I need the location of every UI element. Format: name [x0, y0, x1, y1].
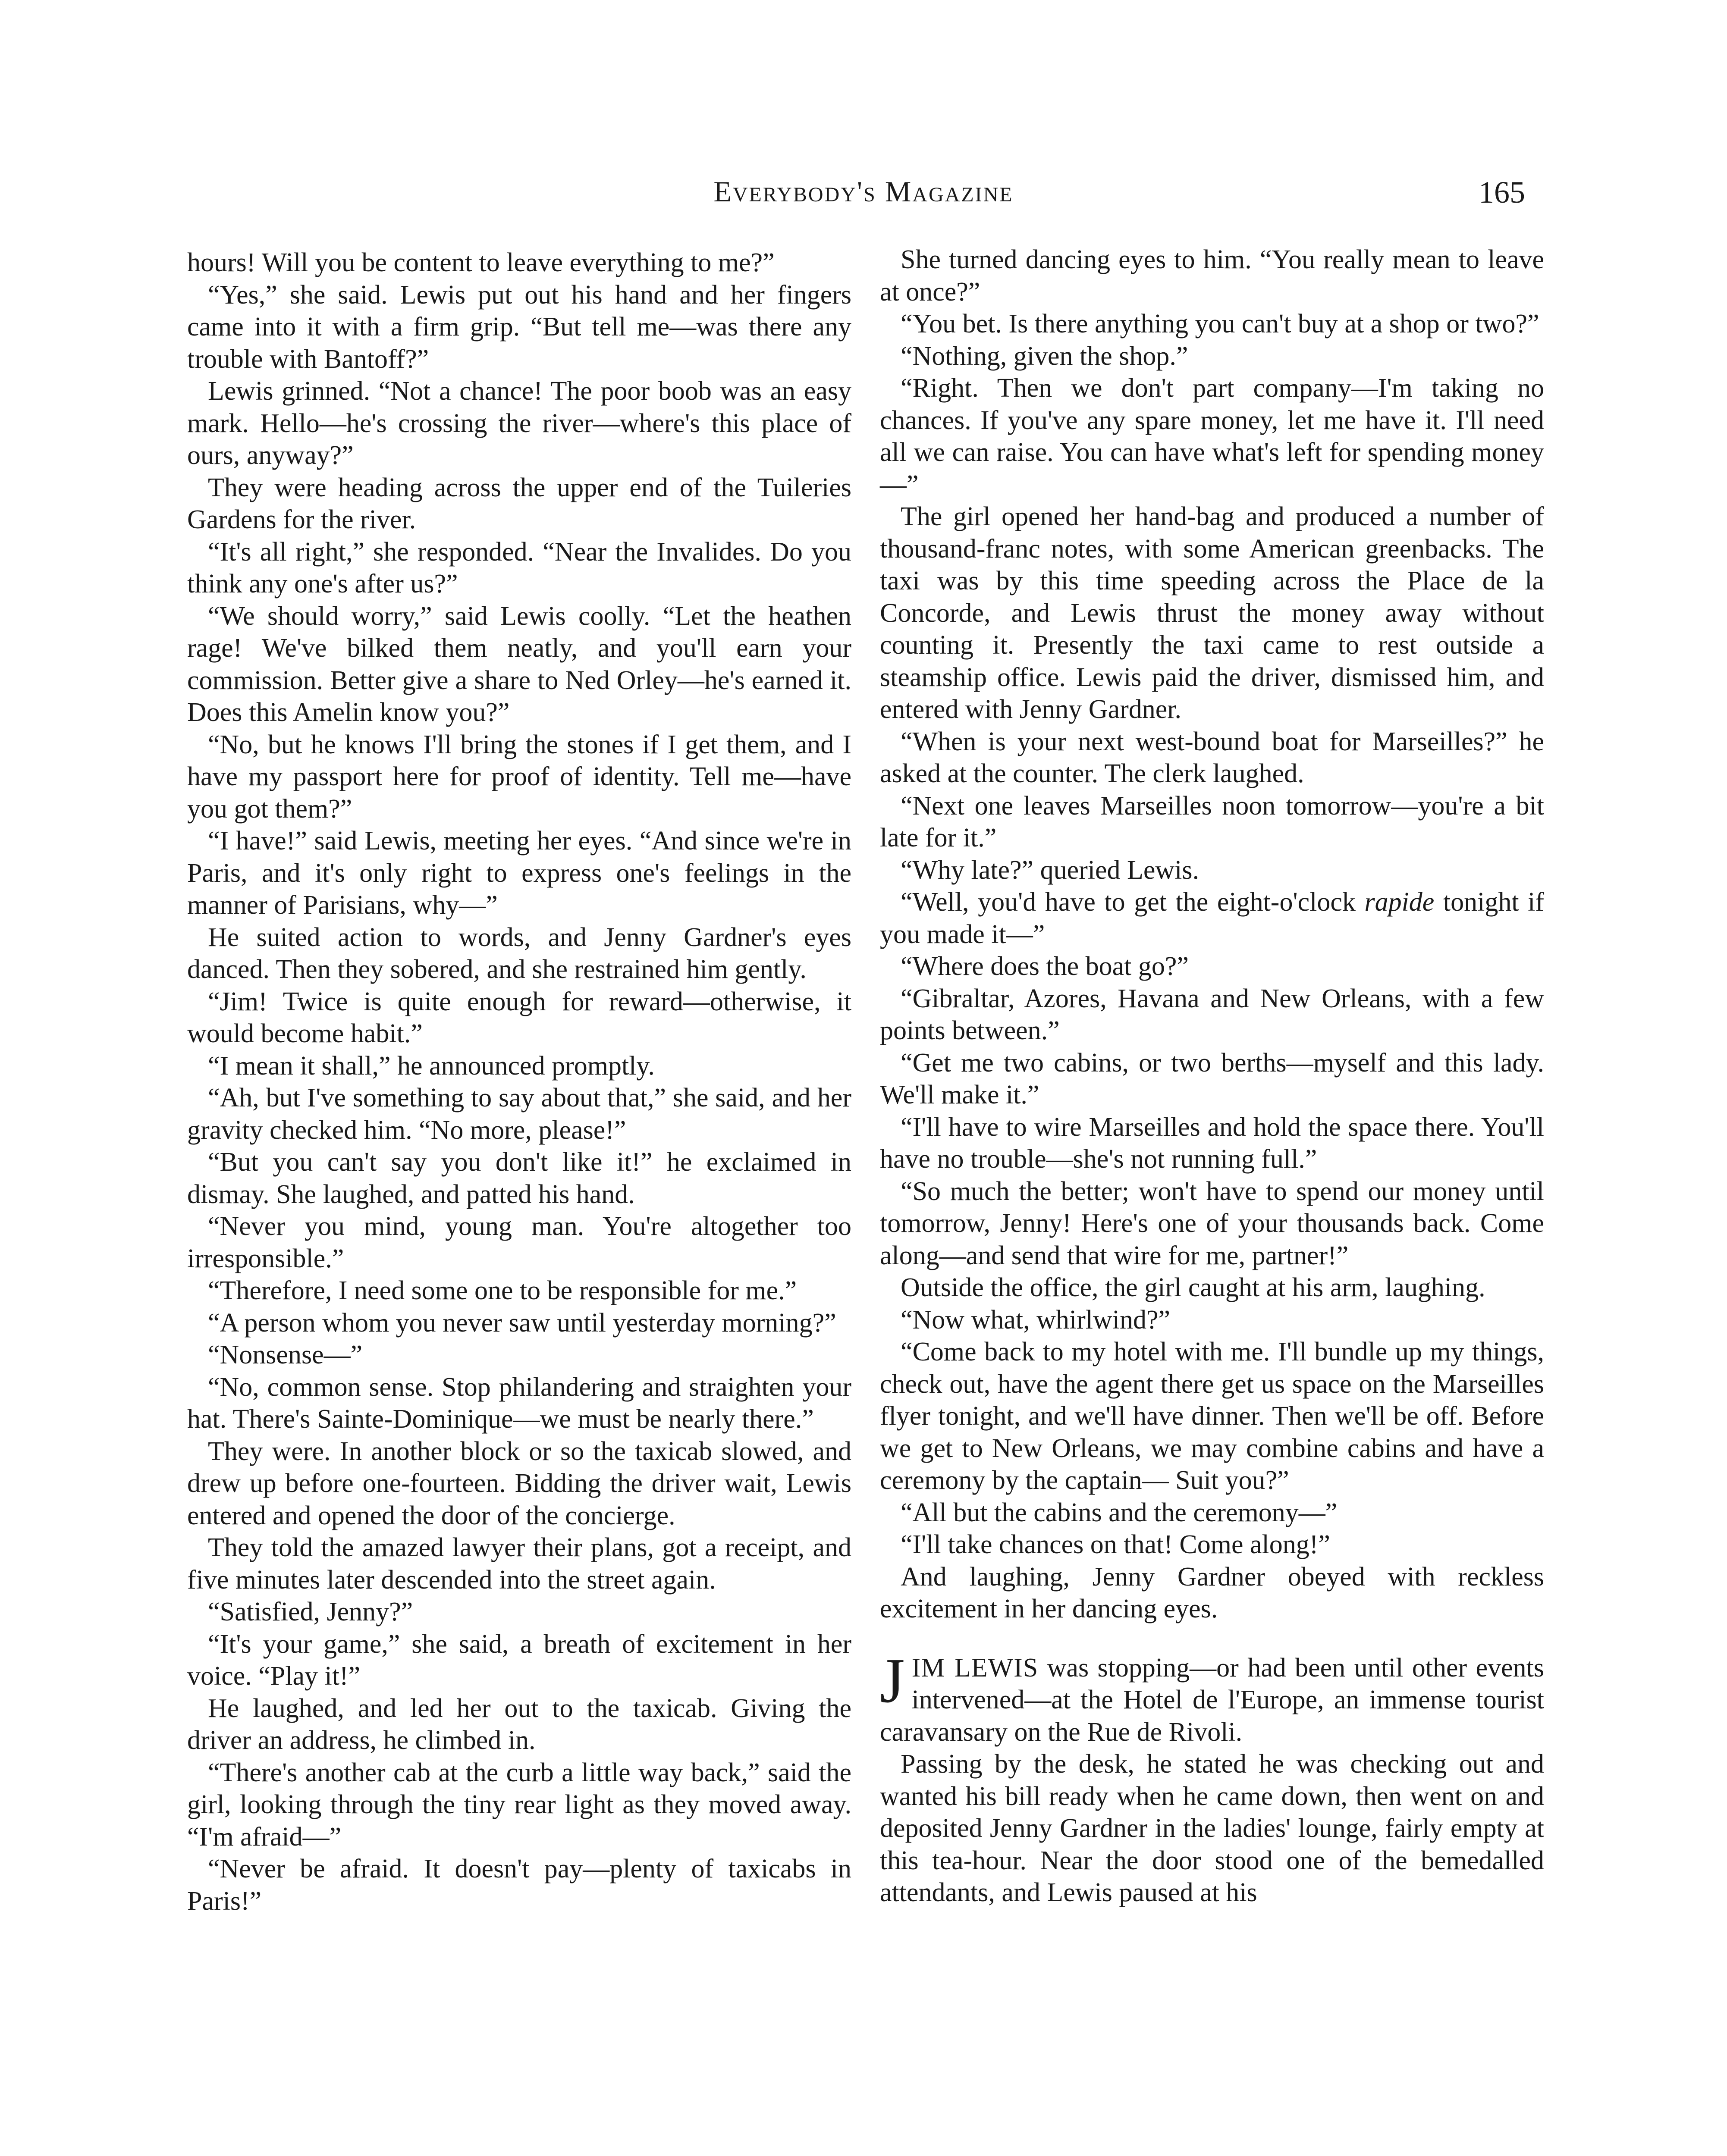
paragraph: “Nonsense—”	[208, 1340, 363, 1369]
paragraph: “A person whom you never saw until yesterday morning?”	[208, 1308, 836, 1338]
paragraph: “Why late?” queried Lewis.	[901, 855, 1199, 885]
lead-in: IM LEWIS	[911, 1653, 1039, 1683]
paragraph: “I have!” said Lewis, meeting her eyes. “And since we're in Paris, and it's only right to express one's feelings in the manner of Parisians, why—”	[187, 826, 851, 920]
paragraph: Lewis grinned. “Not a chance! The poor boob was an easy mark. Hello—he's crossing the river—where's this place of ours, anyway?”	[187, 376, 851, 470]
paragraph: “Therefore, I need some one to be responsible for me.”	[208, 1276, 797, 1305]
paragraph: “I'll take chances on that! Come along!”	[901, 1530, 1330, 1559]
paragraph: “Satisfied, Jenny?”	[208, 1597, 413, 1626]
text-run: was stopping—or had been until other events intervened—at the Hotel de l'Europe, an immense tourist caravansary on the Rue de Rivoli.	[880, 1653, 1544, 1747]
paragraph: “Get me two cabins, or two berths—myself and this lady. We'll make it.”	[880, 1048, 1544, 1109]
paragraph: “No, common sense. Stop philandering and straighten your hat. There's Sainte-Dominique—we must be nearly there.”	[187, 1372, 851, 1434]
paragraph: “Nothing, given the shop.”	[901, 341, 1188, 371]
paragraph: “When is your next west-bound boat for Marseilles?” he asked at the counter. The clerk laughed.	[880, 727, 1544, 788]
paragraph: They were heading across the upper end of the Tuileries Gardens for the river.	[187, 473, 851, 534]
paragraph: “I mean it shall,” he announced promptly.	[208, 1051, 655, 1081]
paragraph: The girl opened her hand-bag and produced a number of thousand-franc notes, with some American greenbacks. The taxi was by this time speeding across the Place de la Concorde, and Lewis thrust the money away without counting it. Presently the taxi came to rest outside a steamship office. Lewis paid the driver, dismissed him, and entered with Jenny Gardner.	[880, 502, 1544, 724]
paragraph: “Right. Then we don't part company—I'm taking no chances. If you've any spare money, let me have it. I'll need all we can raise. You can have what's left for spending money—”	[880, 373, 1544, 499]
paragraph: “Next one leaves Marseilles noon tomorrow—you're a bit late for it.”	[880, 791, 1544, 852]
paragraph: “All but the cabins and the ceremony—”	[901, 1498, 1338, 1527]
drop-cap: J	[880, 1645, 905, 1716]
paragraph: “Jim! Twice is quite enough for reward—otherwise, it would become habit.”	[187, 987, 851, 1048]
paragraph: They told the amazed lawyer their plans, got a receipt, and five minutes later descended into the street again.	[187, 1533, 851, 1595]
paragraph: They were. In another block or so the taxicab slowed, and drew up before one-fourteen. Bidding the driver wait, Lewis entered and opened the door of the concierge.	[187, 1436, 851, 1530]
section-opening-paragraph	[880, 1645, 1544, 1749]
paragraph: “Never you mind, young man. You're altogether too irresponsible.”	[187, 1212, 851, 1273]
italic-word: rapide	[1364, 887, 1435, 917]
paragraph: “Where does the boat go?”	[901, 952, 1189, 981]
paragraph: “Gibraltar, Azores, Havana and New Orleans, with a few points between.”	[880, 984, 1544, 1045]
right-column	[880, 244, 1544, 1909]
page-header	[0, 175, 1727, 213]
paragraph: “We should worry,” said Lewis coolly. “Let the heathen rage! We've bilked them neatly, and you'll earn your commission. Better give a share to Ned Orley—he's earned it. Does this Amelin know you?”	[187, 601, 851, 727]
paragraph: “So much the better; won't have to spend our money until tomorrow, Jenny! Here's one of your thousands back. Come along—and send that wire for me, partner!”	[880, 1176, 1544, 1270]
paragraph: “Come back to my hotel with me. I'll bundle up my things, check out, have the agent there get us space on the Marseilles flyer tonight, and we'll have dinner. Then we'll be off. Before we get to New Orleans, we may combine cabins and have a ceremony by the captain— Suit you?”	[880, 1337, 1544, 1495]
text-run: “Well, you'd have to get the eight-o'clock	[901, 887, 1365, 917]
page-number: 165	[1479, 175, 1525, 210]
paragraph: “Never be afraid. It doesn't pay—plenty of taxicabs in Paris!”	[187, 1854, 851, 1916]
paragraph: “But you can't say you don't like it!” he exclaimed in dismay. She laughed, and patted his hand.	[187, 1147, 851, 1209]
paragraph: Outside the office, the girl caught at his arm, laughing.	[901, 1273, 1485, 1302]
paragraph: hours! Will you be content to leave everything to me?”	[187, 248, 775, 277]
paragraph: “It's all right,” she responded. “Near the Invalides. Do you think any one's after us?”	[187, 537, 851, 599]
paragraph: “Now what, whirlwind?”	[901, 1305, 1170, 1335]
paragraph-rapide	[880, 886, 1544, 950]
paragraph: “It's your game,” she said, a breath of excitement in her voice. “Play it!”	[187, 1629, 851, 1691]
paragraph: “You bet. Is there anything you can't buy at a shop or two?”	[901, 309, 1539, 338]
paragraph: “Ah, but I've something to say about that,” she said, and her gravity checked him. “No more, please!”	[187, 1083, 851, 1145]
paragraph: He laughed, and led her out to the taxicab. Giving the driver an address, he climbed in.	[187, 1693, 851, 1755]
paragraph: He suited action to words, and Jenny Gardner's eyes danced. Then they sobered, and she restrained him gently.	[187, 922, 851, 984]
paragraph: Passing by the desk, he stated he was checking out and wanted his bill ready when he came down, then went on and deposited Jenny Gardner in the ladies' lounge, fairly empty at this tea-hour. Near the door stood one of the bemedalled attendants, and Lewis paused at his	[880, 1749, 1544, 1907]
paragraph: And laughing, Jenny Gardner obeyed with reckless excitement in her dancing eyes.	[880, 1562, 1544, 1623]
paragraph: “There's another cab at the curb a little way back,” said the girl, looking through the tiny rear light as they moved away. “I'm afraid—”	[187, 1758, 851, 1852]
paragraph: She turned dancing eyes to him. “You really mean to leave at once?”	[880, 245, 1544, 307]
text-run: tonight if you made it—”	[880, 887, 1544, 949]
running-title: Everybody's Magazine	[713, 175, 1014, 208]
paragraph: “No, but he knows I'll bring the stones if I get them, and I have my passport here for proof of identity. Tell me—have you got them?”	[187, 730, 851, 824]
paragraph: “Yes,” she said. Lewis put out his hand and her fingers came into it with a firm grip. “But tell me—was there any trouble with Bantoff?”	[187, 280, 851, 374]
paragraph: “I'll have to wire Marseilles and hold the space there. You'll have no trouble—she's not running full.”	[880, 1112, 1544, 1174]
left-column	[187, 247, 851, 1917]
